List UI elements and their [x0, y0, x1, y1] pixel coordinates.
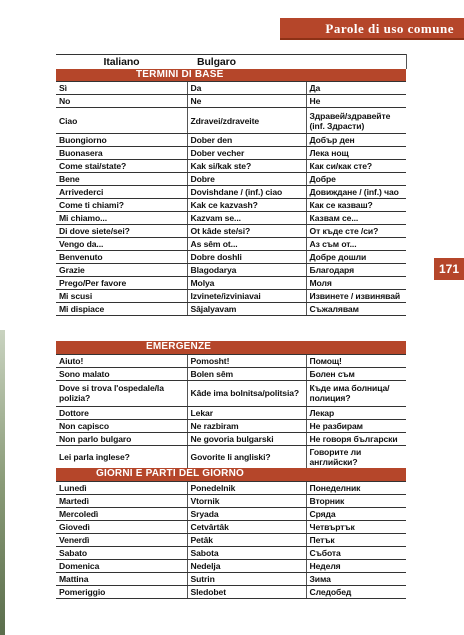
cell-bulgarian-cyrillic: Извинете / извинявай [306, 290, 406, 303]
table-row [56, 507, 406, 520]
cell-bulgarian-latin: Zdravei/zdraveite [187, 108, 306, 134]
cell-bulgarian-latin: Blagodarya [187, 264, 306, 277]
table-row [56, 264, 406, 277]
cell-italian: Grazie [56, 264, 187, 277]
days-table-wrap [56, 468, 406, 599]
table-row [56, 432, 406, 445]
cell-bulgarian-cyrillic: Аз съм от... [306, 238, 406, 251]
page-edge-decoration [0, 330, 5, 635]
table-row [56, 494, 406, 507]
cell-bulgarian-cyrillic: Четвъртък [306, 520, 406, 533]
cell-bulgarian-latin: Sledobet [187, 585, 306, 598]
cell-italian: Non capisco [56, 419, 187, 432]
cell-italian: Ciao [56, 108, 187, 134]
cell-bulgarian-cyrillic: Добър ден [306, 134, 406, 147]
cell-bulgarian-cyrillic: Следобед [306, 585, 406, 598]
cell-bulgarian-cyrillic: Петък [306, 533, 406, 546]
cell-italian: Come stai/state? [56, 160, 187, 173]
cell-bulgarian-latin: Ponedelnik [187, 481, 306, 494]
table-row [56, 481, 406, 494]
cell-bulgarian-latin: Sutrin [187, 572, 306, 585]
table-row [56, 367, 406, 380]
cell-bulgarian-cyrillic: Понеделник [306, 481, 406, 494]
table-row [56, 134, 406, 147]
cell-italian: Bene [56, 173, 187, 186]
cell-bulgarian-latin: Ot kâde ste/si? [187, 225, 306, 238]
cell-bulgarian-latin: Cetvârtâk [187, 520, 306, 533]
cell-italian: Sono malato [56, 367, 187, 380]
cell-bulgarian-cyrillic: Благодаря [306, 264, 406, 277]
cell-bulgarian-latin: Vtornik [187, 494, 306, 507]
cell-italian: No [56, 95, 187, 108]
section-header-row [56, 468, 406, 481]
cell-bulgarian-cyrillic: Моля [306, 277, 406, 290]
cell-bulgarian-cyrillic: Как си/как сте? [306, 160, 406, 173]
cell-bulgarian-cyrillic: Къде има болница/ полиция? [306, 380, 406, 406]
table-row [56, 572, 406, 585]
cell-italian: Prego/Per favore [56, 277, 187, 290]
cell-bulgarian-latin: Sryada [187, 507, 306, 520]
cell-bulgarian-latin: Kazvam se... [187, 212, 306, 225]
table-row [56, 445, 406, 468]
cell-bulgarian-cyrillic: Здравей/здравейте (inf. Здрасти) [306, 108, 406, 134]
cell-bulgarian-cyrillic: Помощ! [306, 354, 406, 367]
cell-bulgarian-cyrillic: Болен съм [306, 367, 406, 380]
cell-italian: Mi chiamo... [56, 212, 187, 225]
table-row [56, 406, 406, 419]
cell-bulgarian-latin: Nedelja [187, 559, 306, 572]
cell-bulgarian-cyrillic: Да [306, 82, 406, 95]
table-row [56, 277, 406, 290]
cell-italian: Mattina [56, 572, 187, 585]
cell-bulgarian-latin: Sâjalyavam [187, 303, 306, 316]
column-header-bulgaro: Bulgaro [187, 55, 406, 69]
cell-bulgarian-cyrillic: Съжалявам [306, 303, 406, 316]
cell-italian: Sì [56, 82, 187, 95]
cell-bulgarian-latin: Ne razbiram [187, 419, 306, 432]
cell-bulgarian-latin: Ne [187, 95, 306, 108]
table-row [56, 533, 406, 546]
page-number-tab [434, 258, 464, 280]
cell-bulgarian-latin: Dober vecher [187, 147, 306, 160]
table-row [56, 419, 406, 432]
table-row [56, 520, 406, 533]
cell-bulgarian-cyrillic: Неделя [306, 559, 406, 572]
page-number: 171 [438, 262, 460, 276]
table-row [56, 354, 406, 367]
page-title: Parole di uso comune [325, 21, 454, 36]
table-row [56, 212, 406, 225]
column-header-italiano: Italiano [56, 55, 187, 69]
cell-bulgarian-latin: Dobre doshli [187, 251, 306, 264]
cell-bulgarian-cyrillic: Лека нощ [306, 147, 406, 160]
table-row [56, 559, 406, 572]
cell-bulgarian-cyrillic: От къде сте /си? [306, 225, 406, 238]
cell-italian: Non parlo bulgaro [56, 432, 187, 445]
cell-italian: Sabato [56, 546, 187, 559]
section-title: GIORNI E PARTI DEL GIORNO [96, 468, 244, 480]
cell-bulgarian-cyrillic: Добре [306, 173, 406, 186]
cell-italian: Lei parla inglese? [56, 445, 187, 468]
cell-italian: Martedì [56, 494, 187, 507]
cell-italian: Venerdì [56, 533, 187, 546]
cell-bulgarian-latin: Dobre [187, 173, 306, 186]
table-row [56, 173, 406, 186]
cell-bulgarian-latin: Kâde ima bolnitsa/politsia? [187, 380, 306, 406]
table-row [56, 82, 406, 95]
cell-bulgarian-cyrillic: Добре дошли [306, 251, 406, 264]
table-row [56, 290, 406, 303]
cell-italian: Vengo da... [56, 238, 187, 251]
cell-italian: Buonasera [56, 147, 187, 160]
cell-bulgarian-cyrillic: Казвам се... [306, 212, 406, 225]
cell-italian: Pomeriggio [56, 585, 187, 598]
table-row [56, 108, 406, 134]
header-band [280, 18, 464, 40]
cell-italian: Aiuto! [56, 354, 187, 367]
section-title: EMERGENZE [146, 341, 212, 353]
cell-bulgarian-latin: Izvinete/izviniavai [187, 290, 306, 303]
cell-bulgarian-cyrillic: Вторник [306, 494, 406, 507]
cell-italian: Mi scusi [56, 290, 187, 303]
cell-bulgarian-latin: Da [187, 82, 306, 95]
emergency-table [56, 341, 406, 469]
table-row [56, 585, 406, 598]
cell-bulgarian-cyrillic: Довиждане / (inf.) чао [306, 186, 406, 199]
cell-bulgarian-latin: Lekar [187, 406, 306, 419]
cell-italian: Di dove siete/sei? [56, 225, 187, 238]
cell-italian: Dottore [56, 406, 187, 419]
days-table [56, 468, 406, 599]
cell-bulgarian-latin: Dovishdane / (inf.) ciao [187, 186, 306, 199]
table-row [56, 186, 406, 199]
section-header-row [56, 341, 406, 354]
cell-italian: Benvenuto [56, 251, 187, 264]
cell-bulgarian-cyrillic: Не разбирам [306, 419, 406, 432]
column-header-row [56, 55, 406, 69]
cell-bulgarian-latin: Petâk [187, 533, 306, 546]
cell-italian: Buongiorno [56, 134, 187, 147]
table-row [56, 546, 406, 559]
cell-bulgarian-cyrillic: Сряда [306, 507, 406, 520]
cell-bulgarian-cyrillic: Събота [306, 546, 406, 559]
cell-italian: Dove si trova l'ospedale/la polizia? [56, 380, 187, 406]
cell-bulgarian-latin: Kak si/kak ste? [187, 160, 306, 173]
table-row [56, 380, 406, 406]
cell-bulgarian-cyrillic: Зима [306, 572, 406, 585]
cell-bulgarian-cyrillic: Лекар [306, 406, 406, 419]
basic-terms-table [56, 54, 407, 316]
section-header-row [56, 69, 406, 82]
cell-bulgarian-cyrillic: Не говоря български [306, 432, 406, 445]
cell-italian: Mercoledì [56, 507, 187, 520]
table-row [56, 251, 406, 264]
table-row [56, 147, 406, 160]
cell-italian: Lunedì [56, 481, 187, 494]
cell-bulgarian-cyrillic: Говорите ли английски? [306, 445, 406, 468]
cell-bulgarian-latin: Sabota [187, 546, 306, 559]
table-row [56, 199, 406, 212]
cell-bulgarian-latin: Dober den [187, 134, 306, 147]
cell-bulgarian-latin: Kak ce kazvash? [187, 199, 306, 212]
cell-italian: Arrivederci [56, 186, 187, 199]
basic-terms-table-wrap [56, 54, 406, 316]
cell-bulgarian-cyrillic: Не [306, 95, 406, 108]
table-row [56, 238, 406, 251]
cell-bulgarian-latin: Govorite li angliski? [187, 445, 306, 468]
cell-bulgarian-latin: Molya [187, 277, 306, 290]
cell-bulgarian-latin: Ne govoria bulgarski [187, 432, 306, 445]
table-row [56, 303, 406, 316]
table-row [56, 95, 406, 108]
cell-bulgarian-latin: Bolen sêm [187, 367, 306, 380]
cell-italian: Mi dispiace [56, 303, 187, 316]
cell-bulgarian-latin: As sêm ot... [187, 238, 306, 251]
cell-italian: Domenica [56, 559, 187, 572]
table-row [56, 225, 406, 238]
cell-bulgarian-cyrillic: Как се казваш? [306, 199, 406, 212]
table-row [56, 160, 406, 173]
section-title: TERMINI DI BASE [136, 68, 224, 80]
cell-bulgarian-latin: Pomosht! [187, 354, 306, 367]
emergency-table-wrap [56, 341, 406, 469]
cell-italian: Giovedì [56, 520, 187, 533]
cell-italian: Come ti chiami? [56, 199, 187, 212]
